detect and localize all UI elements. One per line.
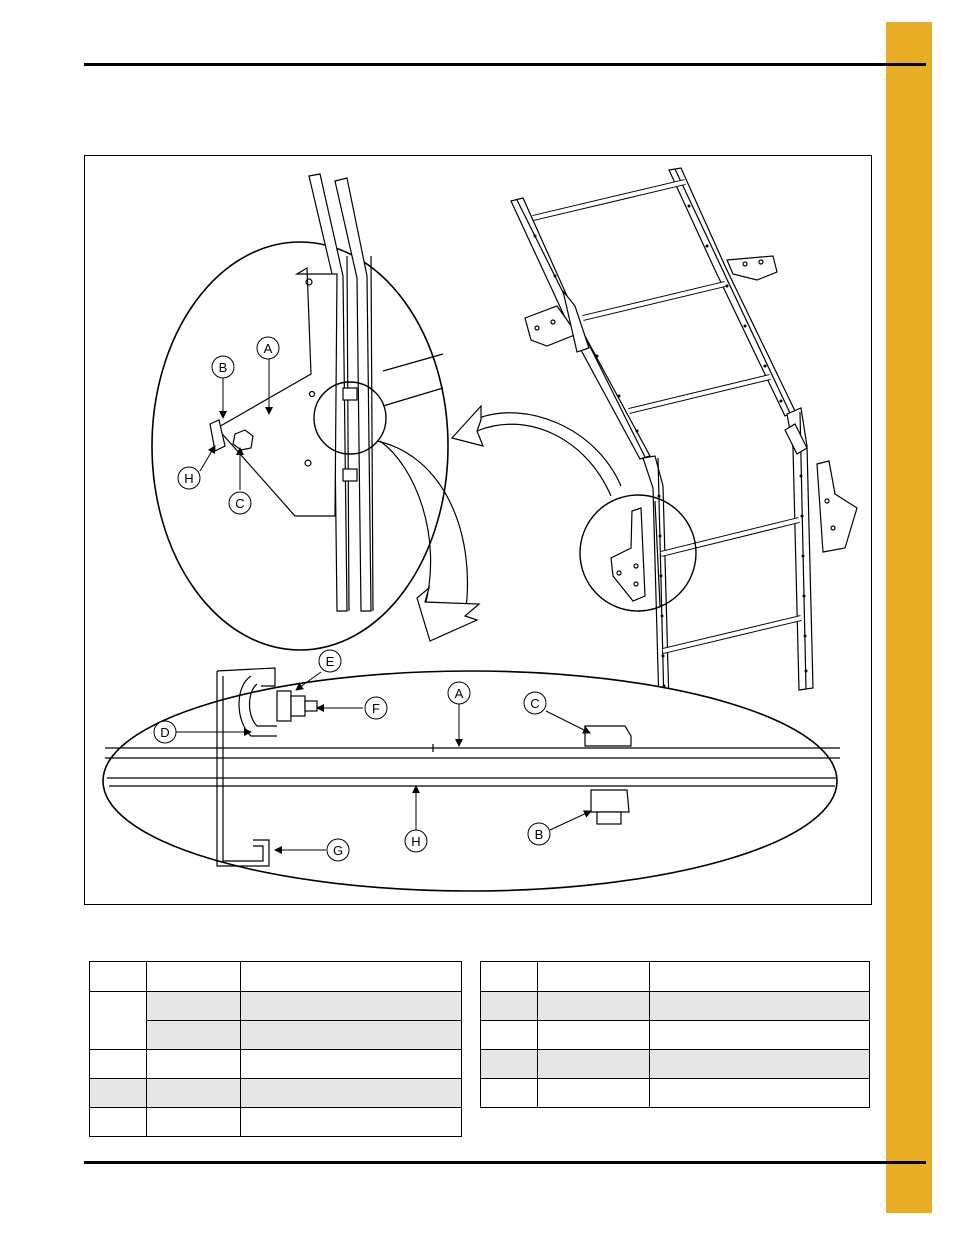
callout-label: B [534,827,544,842]
callout-label: F [372,701,380,716]
table-row [90,1108,462,1137]
table-row [481,992,870,1021]
table-header-row [90,962,462,992]
callout-label: G [332,843,344,858]
ladder-assembly-diagram [85,156,873,906]
table-row [90,1050,462,1079]
table-header-row [481,962,870,992]
table-row [90,992,462,1021]
callout-label: C [235,496,245,511]
detail-view-top [152,174,448,650]
table-row [481,1021,870,1050]
callout-label: D [160,725,170,740]
parts-table-right [480,961,870,1108]
table-row [481,1050,870,1079]
callout-label: C [530,696,540,711]
header-rule [84,63,926,66]
figure-frame [84,155,872,905]
ladder-illustration [511,168,857,706]
callout-label: H [184,471,194,486]
detail-view-bottom [103,668,840,891]
footer-rule [84,1161,926,1164]
table-row [90,1079,462,1108]
callout-label: E [325,654,335,669]
parts-table-left [89,961,462,1137]
section-side-tab [886,22,932,1213]
table-row [481,1079,870,1108]
callout-label: A [454,686,464,701]
callout-label: B [218,360,228,375]
callout-label: A [263,341,273,356]
callout-label: H [411,834,421,849]
